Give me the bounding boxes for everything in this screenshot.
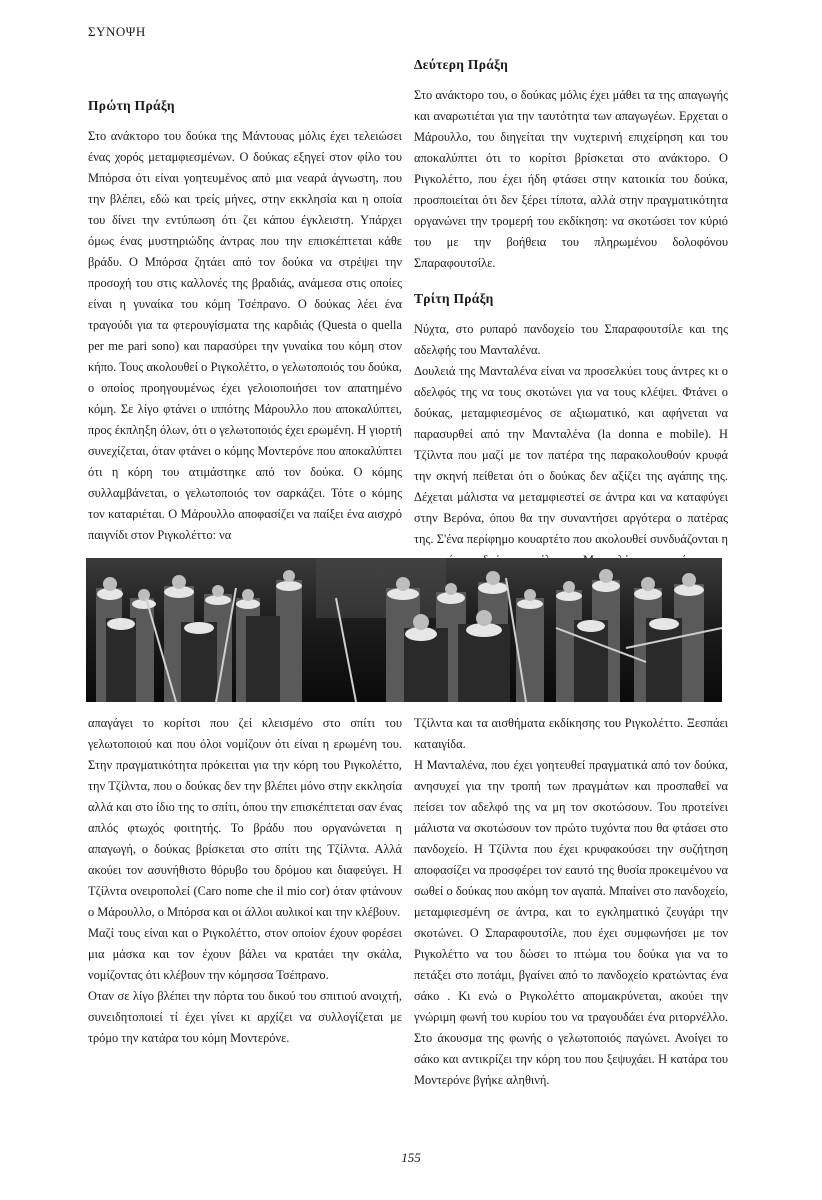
act1-continuation-2: Μαζί τους είναι και ο Ριγκολέττο, στον οποίον έχουν φορέσει μια μάσκα και τον έχουν βάλει να κρατάει την σκάλα, νομίζοντας ότι κλέβουν την κόμησσα Τσέπρανο.	[88, 926, 402, 982]
stage-photo-illustration	[86, 558, 722, 702]
act3-title: Τρίτη Πράξη	[414, 291, 494, 306]
act3-paragraph-1: Νύχτα, στο ρυπαρό πανδοχείο του Σπαραφουτσίλε και της αδελφής του Μανταλένα.	[414, 322, 728, 357]
left-column-top	[88, 95, 402, 546]
act2-title: Δεύτερη Πράξη	[414, 57, 509, 72]
left-column-bottom	[88, 713, 402, 1049]
act1-paragraph: Στο ανάκτορο του δούκα της Μάντουας μόλις έχει τελειώσει ένας χορός μεταμφιεσμένων. Ο δούκας εξηγεί στον φίλο του Μπόρσα ότι είναι γοητευμένος από μια νεαρά άγνωστη, που την βλέπει, εδώ και τρείς μήνες, στην εκκλησία και η οποία του δίνει την εντύπωση ότι ζει κάπου έγκλειστη. Υπάρχει όμως ένας μυστηριώδης άντρας που την επισκέπτεται κάθε βράδυ. Ο Μπόρσα ζητάει από τον δούκα να στρέψει την προσοχή του στις καλλονές της βραδιάς, ανάμεσα στις οποίες είναι η γυναίκα του κόμη Τσέπρανο. Ο δούκας λέει ένα τραγούδι για τα φτερουγίσματα της καρδιάς (Questa o quella per me pari sono) και παρασύρει την γυναίκα του κόμη στον κήπο. Τους ακολουθεί ο Ριγκολέττο, ο γελωτοποιός του δούκα, ο οποίος προηγουμένως έχει γελοιοποιήσει τον απατημένο κόμη. Σε λίγο φτάνει ο ιππότης Μάρουλλο που αποκαλύπτει, προς έκπληξη όλων, ότι ο γελωτοποιός έχει ερωμένη. Η γιορτή συνεχίζεται, όταν φτάνει ο κόμης Μοντερόνε που αποκαλύπτει ότι η κόρη του ατιμάστηκε από τον δούκα. Ο κόμης συλλαμβάνεται, ο γελωτοποιός τον σαρκάζει. Τότε ο κόμης τον καταριέται. Ο Μάρουλλο αποφασίζει να παίξει ένα αισχρό παιγνίδι στον Ριγκολέττο: να	[88, 129, 402, 542]
act2-paragraph: Στο ανάκτορο του, ο δούκας μόλις έχει μάθει τα της απαγωγής και αναρωτιέται για την ταυτότητα των απαγωγέων. Ερχεται ο Μάρουλλο, του διηγείται την νυχτερινή επιχείρηση και του αποκαλύπτει ότι το κορίτσι βρίσκεται στο ανάκτορο. Ο Ριγκολέττο, που έχει ήδη φτάσει στην κατοικία του δούκα, προσποιείται ότι δεν ξέρει τίποτα, αλλά στην πραγματικότητα οργανώνει την τρομερή του εκδίκηση: να σκοτώσει τον κύριό του με την βοήθεια του πληρωμένου δολοφόνου Σπαραφουτσίλε.	[414, 88, 728, 270]
synopsis-title: ΣΥΝΟΨΗ	[88, 24, 146, 39]
right-column-bottom	[414, 713, 728, 1091]
act1-continuation-1: απαγάγει το κορίτσι που ζεί κλεισμένο στο σπίτι του γελωτοποιού και που όλοι νομίζουν ότι είναι η ερωμένη του. Στην πραγματικότητα πρόκειται για την κόρη του Ριγκολέττο, την Τζίλντα, που ο δούκας δεν την βλέπει μόνο στην εκκλησία αλλά και στο ίδιο της το σπίτι, όπου την επισκέπτεται σαν ένας απλός φτωχός φοιτητής. Το βράδυ που οργανώνεται η απαγωγή, ο δούκας βρίσκεται στο σπίτι της Τζίλντα. Αλλά ακούει τον ασυνήθιστο θόρυβο του δρόμου και διαφεύγει. Η Τζίλντα ονειροπολεί (Caro nome che il mio cor) όταν φτάνουν ο Μάρουλλο, ο Μπόρσα και οι άλλοι αυλικοί και την κλέβουν.	[88, 716, 402, 919]
right-column-top	[414, 54, 728, 571]
act1-continuation-3: Οταν σε λίγο βλέπει την πόρτα του δικού του σπιτιού ανοιχτή, συνειδητοποιεί τί έχει γίνει κι αρχίζει να συλλογίζεται με τρόμο την κατάρα του κόμη Μοντερόνε.	[88, 989, 402, 1045]
opera-stage-photo	[86, 558, 722, 702]
act3-continuation-1: Τζίλντα και τα αισθήματα εκδίκησης του Ριγκολέττο. Ξεσπάει καταιγίδα.	[414, 716, 728, 751]
act3-paragraph-2: Δουλειά της Μανταλένα είναι να προσελκύει τους άντρες κι ο αδελφός της να τους σκοτώνει για να τους κλέψει. Φτάνει ο δούκας, μεταμφιεσμένος σε αξιωματικό, και αφήνεται να παρασυρθεί από την Μανταλένα (la donna e mobile). Η Τζίλντα που μαζί με τον πατέρα της παρακολουθούν κρυφά την σκηνή πείθεται ότι ο δούκας δεν αξίζει της αγάπης της. Δέχεται μάλιστα να μεταμφιεστεί σε άντρα και να καταφύγει στην Βερόνα, όπου θα την συναντήσει αργότερα ο πατέρας της. Σ'ένα περίφημο κουαρτέτο που ακολουθεί συνδυάζονται η	[414, 364, 728, 546]
act3-continuation-2: Η Μανταλένα, που έχει γοητευθεί πραγματικά από τον δούκα, ανησυχεί για την τροπή των πραγμάτων και προσπαθεί να πείσει τον αδελφό της να μη τον σκοτώσουν. Του προτείνει μάλιστα να σκοτώσουν τον πρώτο τυχόντα που θα φτάσει στο πανδοχείο. Η Τζίλντα που έχει κρυφακούσει την συζήτηση αποφασίζει να προσφέρει τον εαυτό της θυσία προκειμένου να σωθεί ο δούκας που ακόμη τον αγαπά. Μπαίνει στο πανδοχείο, μεταμφιεσμένη σε άντρα, και το εγκληματικό ζευγάρι την σκοτώνει. Ο Σπαραφουτσίλε, που έχει συμφωνήσει με τον Ριγκολέττο να του δώσει το πτώμα του δούκα για να το πετάξει στο ποτάμι, βγαίνει από το πανδοχείο κρατώντας ένα σάκο . Κι ενώ ο Ριγκολέττο απομακρύνεται, ακούει την γνώριμη φωνή του κυρίου του να τραγουδάει ένα ριτορνέλλο. Στο άκουσμα της φωνής ο γελωτοποιός παγώνει. Ανοίγει το σάκο και αντικρίζει την κόρη του που ξεψυχάει. Η κατάρα του Μοντερόνε βγήκε αληθινή.	[414, 758, 728, 1087]
page-number: 155	[401, 1150, 421, 1165]
act1-title: Πρώτη Πράξη	[88, 98, 175, 113]
